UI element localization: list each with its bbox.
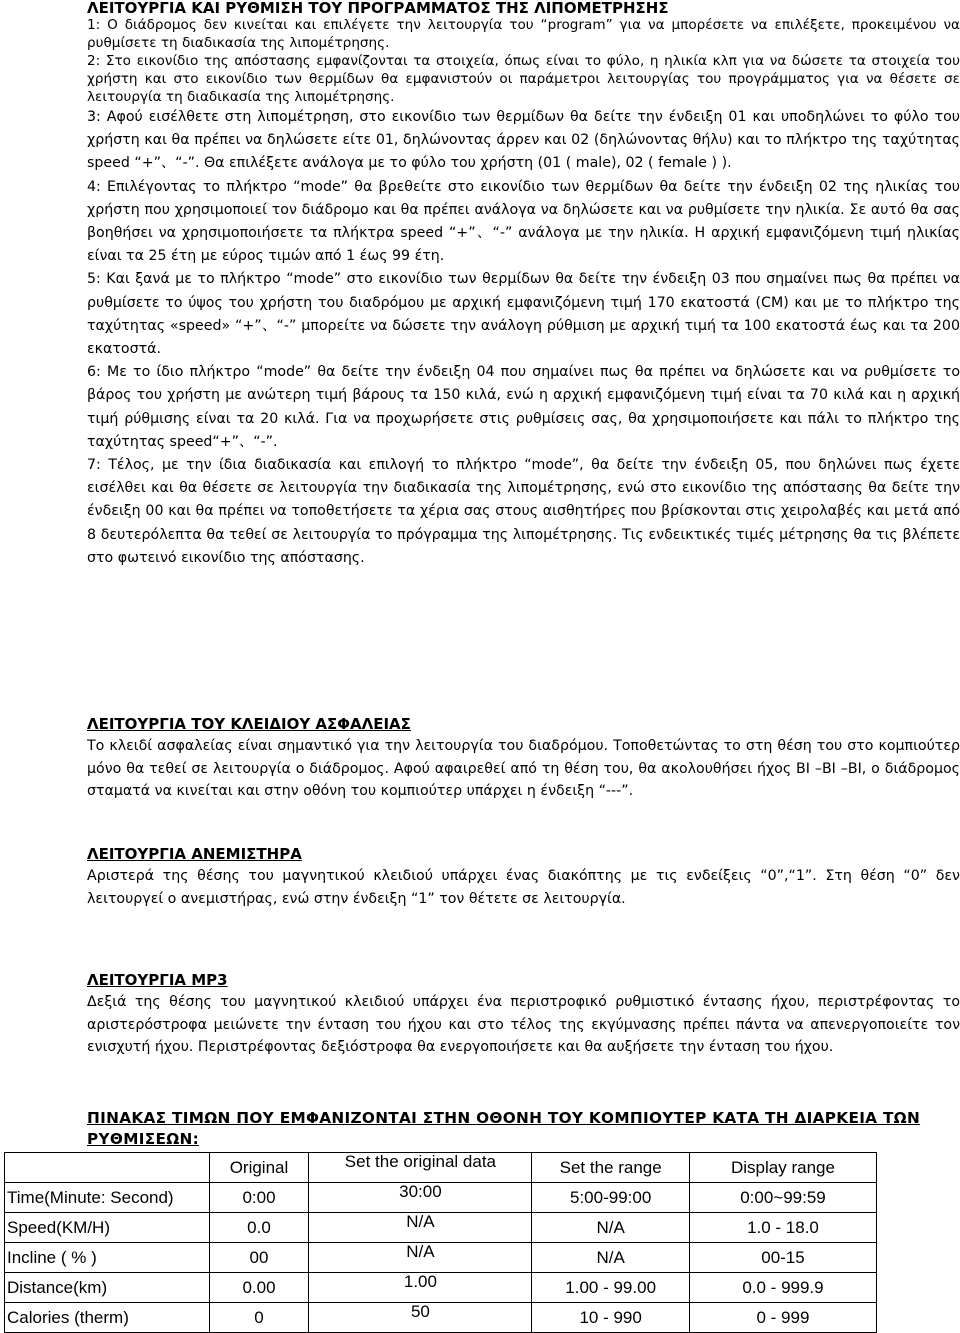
program-step-2: 2: Στο εικονίδιο της απόστασης εμφανίζονται τα στοιχεία, όπως είναι το φύλο, η ηλικία κλπ για να δώσετε τα στοιχεία του χρήστη και στο εικονίδιο των θερμίδων θα εμφανιστούν οι παράμετροι λειτουργίας του προγράμματος για να θέσετε σε λειτουργία τη διαδικασία της λιπομέτρησης. [87, 53, 960, 105]
table-cell [309, 1273, 532, 1303]
table-cell: 00-15 [689, 1243, 876, 1273]
table-cell: N/A [532, 1213, 690, 1243]
table-row [5, 1273, 877, 1303]
mp3-text: Δεξιά της θέσης του μαγνητικού κλειδιού υπάρχει ένα περιστροφικό ρυθμιστικό έντασης ήχου, περιστρέφοντας το αριστερόστροφα μειώνετε την ένταση του ήχου και στο τέλος της εκγύμνασης πρέπει πάντα να απενεργοποιείτε τον ενισχυτή ήχου. Περιστρέφοντας δεξιόστροφα θα ενεργοποιήσετε και θα αυξήσετε την ένταση του ήχου. [87, 994, 960, 1055]
safety-key-section [87, 716, 960, 803]
table-cell: Distance(km) [5, 1273, 210, 1303]
table-row [5, 1213, 877, 1243]
program-step-3: 3: Αφού εισέλθετε στη λιπομέτρηση, στο εικονίδιο των θερμίδων θα δείτε την ένδειξη 01 και υποδηλώνει το φύλο του χρήστη και θα πρέπει να δηλώσετε είτε 01, δηλώνοντας άρρεν και 02 (δηλώνοντας θήλυ) και το πλήκτρο της ταχύτητας speed “+”、“-”. Θα επιλέξετε ανάλογα με το φύλο του χρήστη (01 ( male), 02 ( female ) ). [87, 109, 960, 172]
table-header-cell: Display range [689, 1153, 876, 1183]
values-table [4, 1152, 877, 1333]
table-header-cell: Original [209, 1153, 309, 1183]
mp3-title: ΛΕΙΤΟΥΡΓΙΑ MP3 [87, 971, 228, 989]
table-cell-text: 30:00 [399, 1181, 442, 1201]
table-row [5, 1243, 877, 1273]
table-cell: Time(Minute: Second) [5, 1183, 210, 1213]
table-cell: 0:00~99:59 [689, 1183, 876, 1213]
table-cell-text: N/A [406, 1241, 435, 1261]
table-cell [309, 1243, 532, 1273]
fan-title: ΛΕΙΤΟΥΡΓΙΑ ΑΝΕΜΙΣΤΗΡΑ [87, 845, 302, 863]
table-cell: 0:00 [209, 1183, 309, 1213]
program-step-7: 7: Τέλος, με την ίδια διαδικασία και επιλογή το πλήκτρο “mode”, θα δείτε την ένδειξη 05, που δηλώνει πως έχετε εισέλθει και θα θέσετε σε λειτουργία την διαδικασία της λιπομέτρησης, ενώ στο εικονίδιο της απόστασης θα δείτε την ένδειξη 00 και θα πρέπει να τοποθετήσετε τα χέρια σας στους αισθητήρες που βρίσκονται στις χειρολαβές και μετά από 8 δευτερόλεπτα θα τεθεί σε λειτουργία το πρόγραμμα της λιπομέτρησης. Τις ενδεικτικές τιμές μέτρησης θα τις βλέπετε στο φωτεινό εικονίδιο της απόστασης. [87, 457, 960, 566]
table-header-text: Set the original data [344, 1151, 497, 1171]
table-row [5, 1303, 877, 1333]
fan-text: Αριστερά της θέσης του μαγνητικού κλειδιού υπάρχει ένας διακόπτης με τις ενδείξεις “0”,“1”. Στη θέση “0” δεν λειτουργεί ο ανεμιστήρας, ενώ στην ένδειξη “1” τον θέτετε σε λειτουργία. [87, 868, 960, 907]
table-cell [309, 1213, 532, 1243]
table-cell: 00 [209, 1243, 309, 1273]
mp3-section [87, 972, 960, 1059]
table-header-cell [309, 1153, 532, 1183]
program-step-1: 1: Ο διάδρομος δεν κινείται και επιλέγετε την λειτουργία του “program” για να μπορέσετε να επιλέξετε, προκειμένου να ρυθμίσετε τη διαδικασία της λιπομέτρησης. [87, 17, 960, 51]
values-table-title: ΠΙΝΑΚΑΣ ΤΙΜΩΝ ΠΟΥ ΕΜΦΑΝΙΖΟΝΤΑΙ ΣΤΗΝ ΟΘΟΝΗ ΤΟΥ ΚΟΜΠΙΟΥΤΕΡ ΚΑΤΑ ΤΗ ΔΙΑΡΚΕΙΑ ΤΩΝ ΡΥΘΜΙΣΕΩΝ: [87, 1109, 921, 1148]
safety-key-title: ΛΕΙΤΟΥΡΓΙΑ ΤΟΥ ΚΛΕΙΔΙΟΥ ΑΣΦΑΛΕΙΑΣ [87, 715, 411, 733]
table-cell-text: N/A [406, 1211, 435, 1231]
table-cell: 0.0 [209, 1213, 309, 1243]
table-cell-text: 1.00 [403, 1271, 437, 1291]
table-cell: N/A [532, 1243, 690, 1273]
values-table-section [87, 1108, 960, 1150]
safety-key-text: Το κλειδί ασφαλείας είναι σημαντικό για την λειτουργία του διαδρόμου. Τοποθετώντας το στη θέση του στο κομπιούτερ μόνο θα τεθεί σε λειτουργία ο διάδρομος. Αφού αφαιρεθεί από τη θέση του, θα ακολουθήσει ήχος BI –BI –BI, ο διάδρομος σταματά να κινείται και στην οθόνη του κομπιούτερ υπάρχει η ένδειξη “---”. [87, 738, 960, 799]
program-step-5: 5: Και ξανά με το πλήκτρο “mode” στο εικονίδιο των θερμίδων θα δείτε την ένδειξη 03 που σημαίνει πως θα πρέπει να ρυθμίσετε το ύψος του χρήστη του διαδρόμου με αρχική εμφανιζόμενη τιμή 170 εκατοστά (CM) και με το πλήκτρο της ταχύτητας «speed» “+”、“-” μπορείτε να δώσετε την ανάλογη ρύθμιση με αρχική τιμή τα 100 εκατοστά έως και τα 200 εκατοστά. [87, 271, 960, 358]
table-cell: 10 - 990 [532, 1303, 690, 1333]
table-cell: 5:00-99:00 [532, 1183, 690, 1213]
program-step-6: 6: Με το ίδιο πλήκτρο “mode” θα δείτε την ένδειξη 04 που σημαίνει πως θα πρέπει να δηλώσετε και να ρυθμίσετε το βάρος του χρήστη με ανώτερη τιμή βάρους τα 150 κιλά, ενώ η αρχική εμφανιζόμενη τιμή είναι τα 70 κιλά και η αρχική τιμή ρύθμισης είναι τα 20 κιλά. Για να προχωρήσετε στις ρυθμίσεις σας, θα χρησιμοποιήσετε και πάλι το πλήκτρο της ταχύτητας speed“+”、“-”. [87, 364, 960, 450]
table-cell [309, 1303, 532, 1333]
table-cell: 1.00 - 99.00 [532, 1273, 690, 1303]
table-cell: 1.0 - 18.0 [689, 1213, 876, 1243]
table-header-row [5, 1153, 877, 1183]
table-cell [309, 1183, 532, 1213]
table-header-cell: Set the range [532, 1153, 690, 1183]
fan-section [87, 846, 960, 910]
table-cell: Calories (therm) [5, 1303, 210, 1333]
table-cell: 0.00 [209, 1273, 309, 1303]
table-cell: Incline ( % ) [5, 1243, 210, 1273]
table-cell: 0 - 999 [689, 1303, 876, 1333]
table-header-cell [5, 1153, 210, 1183]
program-section [87, 0, 960, 570]
program-title: ΛΕΙΤΟΥΡΓΙΑ ΚΑΙ ΡΥΘΜΙΣΗ ΤΟΥ ΠΡΟΓΡΑΜΜΑΤΟΣ ΤΗΣ ΛΙΠΟΜΕΤΡΗΣΗΣ [87, 0, 669, 17]
program-step-4: 4: Επιλέγοντας το πλήκτρο “mode” θα βρεθείτε στο εικονίδιο των θερμίδων θα δείτε την ένδειξη 02 της ηλικίας του χρήστη που χρησιμοποιεί τον διάδρομο και θα πρέπει ανάλογα να δηλώσετε και να ρυθμίσετε την ηλικία. Σε αυτό θα σας βοηθήσει να χρησιμοποιήσετε τα πλήκτρα speed “+”、“-” ανάλογα με την ηλικία. Η αρχική εμφανιζόμενη τιμή ηλικίας είναι τα 25 έτη με εύρος τιμών από 1 έως 99 έτη. [87, 178, 960, 265]
table-row [5, 1183, 877, 1213]
table-cell-text: 50 [410, 1301, 430, 1321]
table-cell: Speed(KM/H) [5, 1213, 210, 1243]
table-cell: 0 [209, 1303, 309, 1333]
table-cell: 0.0 - 999.9 [689, 1273, 876, 1303]
